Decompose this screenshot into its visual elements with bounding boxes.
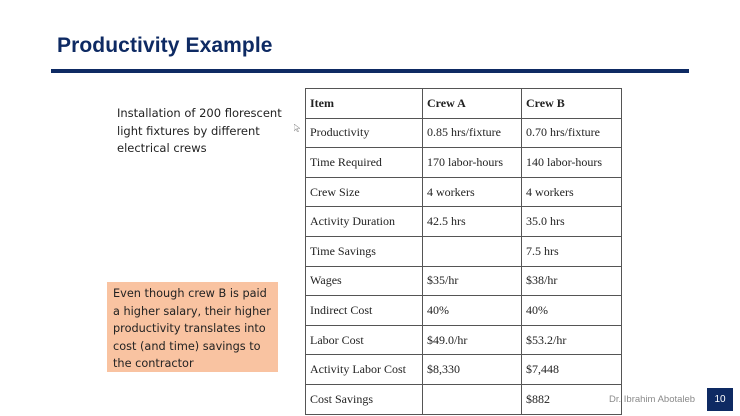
cell-item: Activity Duration: [306, 207, 423, 237]
table-row: [306, 177, 622, 207]
header-crew-a: Crew A: [423, 89, 522, 119]
table-row: [306, 118, 622, 148]
cell-item: Time Savings: [306, 236, 423, 266]
cell-crew-b: $882: [522, 384, 622, 414]
table-row: [306, 296, 622, 326]
footer-author: Dr. Ibrahim Abotaleb: [609, 394, 696, 405]
cell-crew-a: 42.5 hrs: [423, 207, 522, 237]
cell-item: Crew Size: [306, 177, 423, 207]
cell-item: Labor Cost: [306, 325, 423, 355]
cell-crew-a: 170 labor-hours: [423, 148, 522, 178]
table-row: [306, 384, 622, 414]
cell-crew-a: [423, 384, 522, 414]
table-header-row: [306, 89, 622, 119]
cell-item: Productivity: [306, 118, 423, 148]
cell-crew-b: 40%: [522, 296, 622, 326]
table-row: [306, 266, 622, 296]
intro-text: Installation of 200 florescent light fixtures by different electrical crews: [117, 106, 282, 155]
cell-crew-a: 40%: [423, 296, 522, 326]
cell-crew-b: 140 labor-hours: [522, 148, 622, 178]
cell-crew-b: 4 workers: [522, 177, 622, 207]
page-number-badge: 10: [707, 388, 733, 411]
cell-crew-b: 0.70 hrs/fixture: [522, 118, 622, 148]
header-item: Item: [306, 89, 423, 119]
cell-crew-b: $53.2/hr: [522, 325, 622, 355]
table-row: [306, 325, 622, 355]
cell-crew-a: $8,330: [423, 355, 522, 385]
slide-title: Productivity Example: [57, 34, 273, 57]
cell-item: Wages: [306, 266, 423, 296]
cell-item: Indirect Cost: [306, 296, 423, 326]
cell-crew-b: $38/hr: [522, 266, 622, 296]
cell-item: Activity Labor Cost: [306, 355, 423, 385]
productivity-table: [305, 88, 622, 415]
cell-crew-b: $7,448: [522, 355, 622, 385]
table-row: [306, 355, 622, 385]
cell-crew-b: 7.5 hrs: [522, 236, 622, 266]
title-divider: [51, 69, 689, 73]
cell-crew-a: $49.0/hr: [423, 325, 522, 355]
cell-item: Time Required: [306, 148, 423, 178]
header-crew-b: Crew B: [522, 89, 622, 119]
cell-crew-b: 35.0 hrs: [522, 207, 622, 237]
cell-crew-a: [423, 236, 522, 266]
cell-crew-a: 0.85 hrs/fixture: [423, 118, 522, 148]
cell-crew-a: 4 workers: [423, 177, 522, 207]
cell-crew-a: $35/hr: [423, 266, 522, 296]
mouse-cursor-icon: [294, 124, 300, 132]
cell-item: Cost Savings: [306, 384, 423, 414]
table-row: [306, 207, 622, 237]
callout-note: Even though crew B is paid a higher salary, their higher productivity translates into cost (and time) savings to the contractor: [107, 282, 278, 372]
table-row: [306, 148, 622, 178]
table-row: [306, 236, 622, 266]
